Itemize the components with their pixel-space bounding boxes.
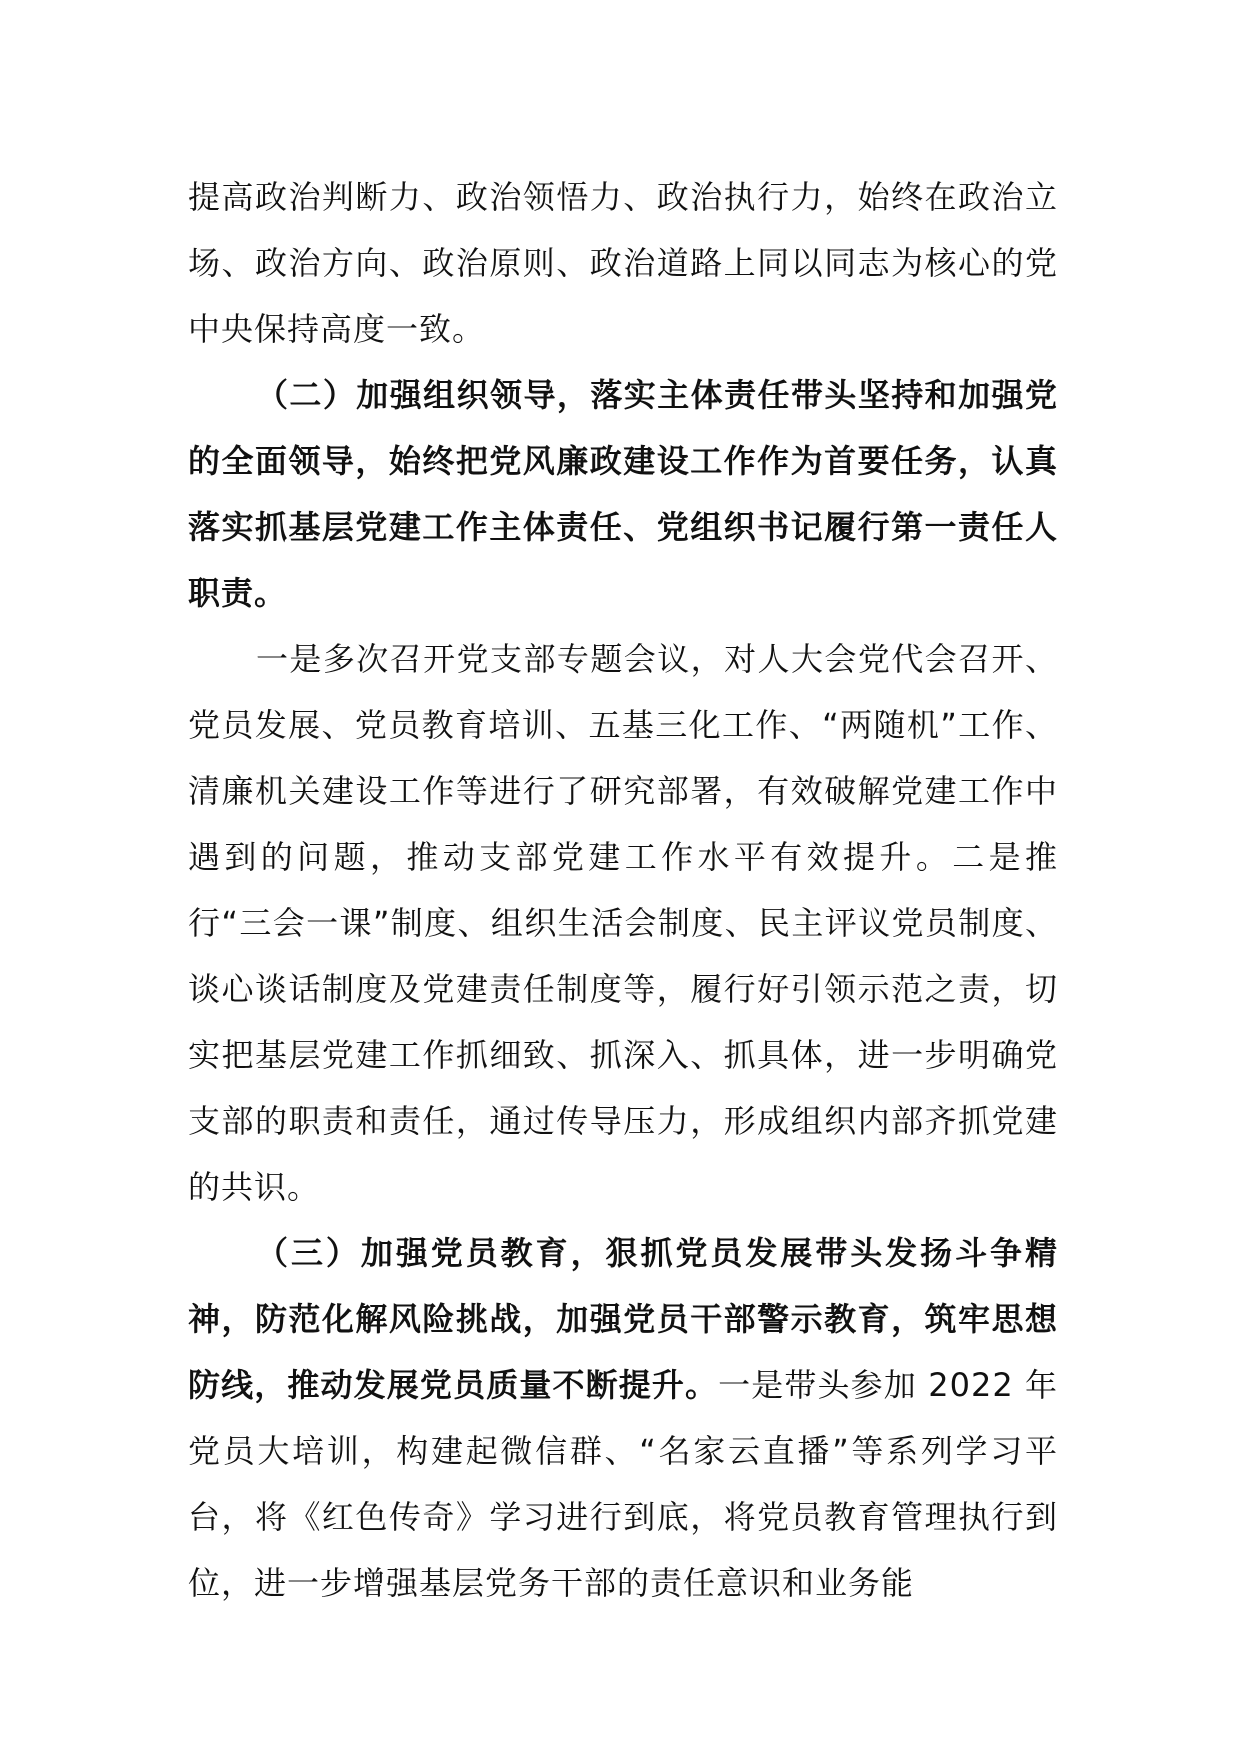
document-body: [188, 164, 1058, 1616]
paragraph-political-alignment: [188, 164, 1058, 362]
section-heading-member-education: [188, 1220, 1058, 1616]
section-heading-text: （二）加强组织领导，落实主体责任带头坚持和加强党的全面领导，始终把党风廉政建设工作作为首要任务，认真落实抓基层党建工作主体责任、党组织书记履行第一责任人职责。: [188, 376, 1058, 612]
section-heading-text: （三）加强党员教育，狠抓党员发展带头发扬斗争精神，防范化解风险挑战，加强党员干部警示教育，筑牢思想防线，推动发展党员质量不断提升。: [188, 1234, 1058, 1404]
paragraph-party-branch-meetings: [188, 626, 1058, 1220]
paragraph-text: 一是多次召开党支部专题会议，对人大会党代会召开、党员发展、党员教育培训、五基三化工作、“两随机”工作、清廉机关建设工作等进行了研究部署，有效破解党建工作中遇到的问题，推动支部党建工作水平有效提升。二是推行“三会一课”制度、组织生活会制度、民主评议党员制度、谈心谈话制度及党建责任制度等，履行好引领示范之责，切实把基层党建工作抓细致、抓深入、抓具体，进一步明确党支部的职责和责任，通过传导压力，形成组织内部齐抓党建的共识。: [188, 640, 1058, 1206]
section-heading-organization-leadership: [188, 362, 1058, 626]
paragraph-text: 提高政治判断力、政治领悟力、政治执行力，始终在政治立场、政治方向、政治原则、政治道路上同以同志为核心的党中央保持高度一致。: [188, 178, 1058, 348]
paragraph-text: 一是带头参加 2022 年党员大培训，构建起微信群、“名家云直播”等系列学习平台，将《红色传奇》学习进行到底，将党员教育管理执行到位，进一步增强基层党务干部的责任意识和业务能: [188, 1366, 1058, 1602]
